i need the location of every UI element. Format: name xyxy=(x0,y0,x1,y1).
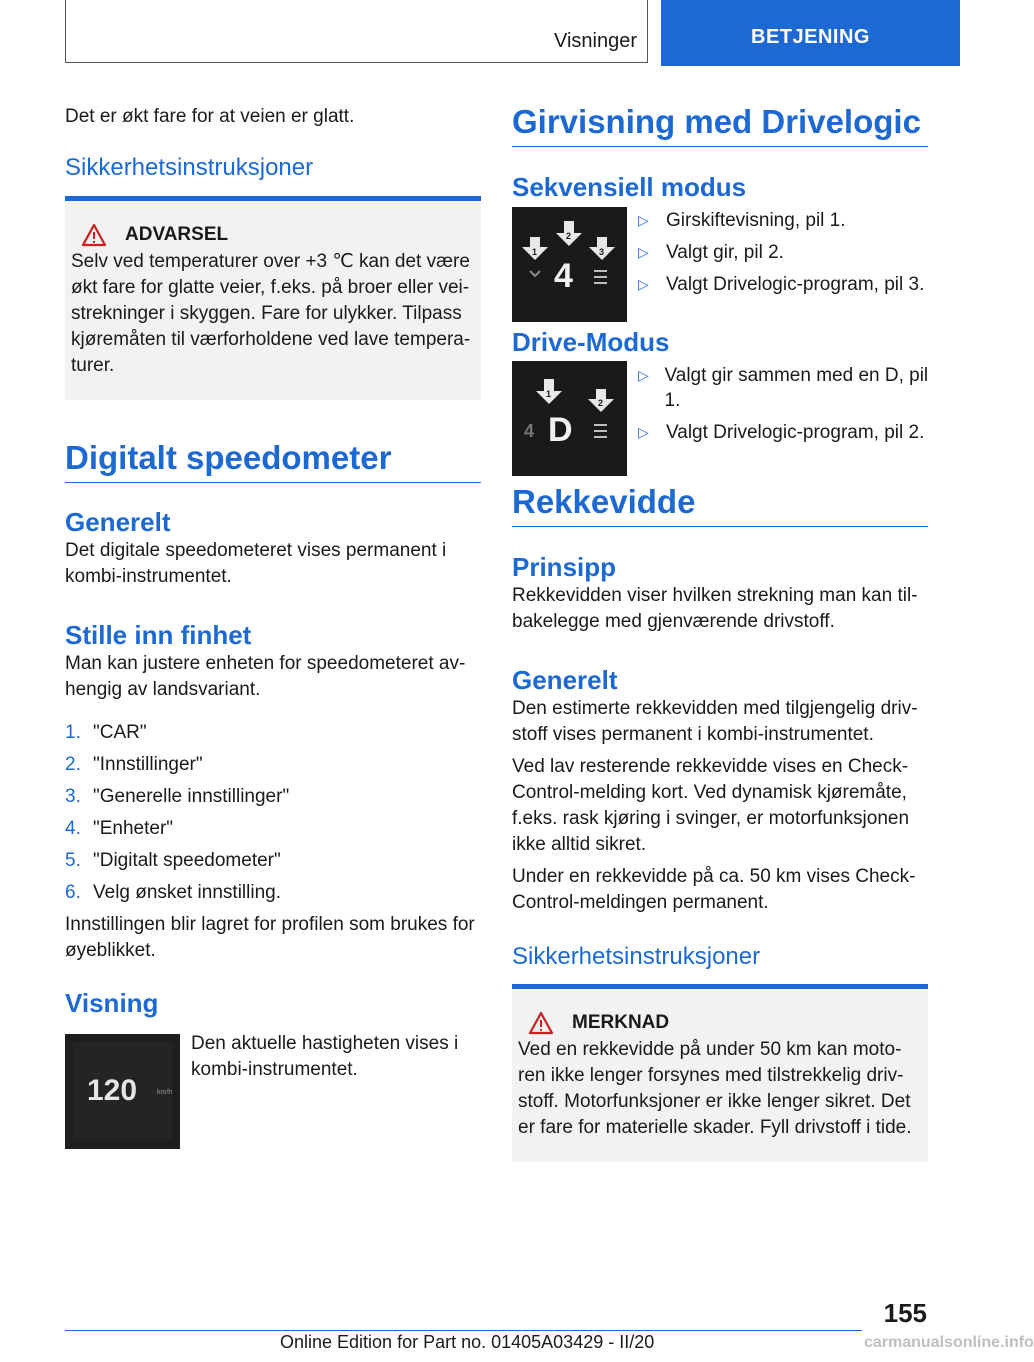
speed-unit: km/h xyxy=(157,1089,173,1096)
list-item: 5. "Digitalt speedometer" xyxy=(65,850,281,871)
gear-letter: D xyxy=(548,411,573,449)
drive-mode-heading: Drive-Modus xyxy=(512,327,670,357)
notice-text: Ved en rekkevidde på under 50 km kan motoren ikke lenger forsynes med tilstrekkelig drivstoff. Motorfunksjoner er ikke lenger sikret. Det er fare for materielle skader. Fyll drivstoff i tide. xyxy=(518,1039,912,1138)
list-item: ▷ Valgt Drivelogic-program, pil 2. xyxy=(638,422,925,443)
display-heading: Visning xyxy=(65,988,159,1018)
footer-rule xyxy=(65,1330,862,1331)
page-number: 155 xyxy=(883,1298,927,1328)
warning-text: Selv ved temperaturer over +3 ℃ kan det være økt fare for glatte veier, f.eks. på broer eller veistrekninger i skyggen. Fare for ulykker. Tilpass kjøremåten til værforholdene ved lave temperaturer. xyxy=(71,251,471,376)
list-item: 1. "CAR" xyxy=(65,722,147,743)
general-heading: Generelt xyxy=(65,507,171,537)
warning-triangle-icon xyxy=(81,223,107,247)
speed-value: 120 xyxy=(87,1074,138,1107)
general-text: Det digitale speedometeret vises permanent i kombi-instrumentet. xyxy=(65,540,447,587)
steps-list xyxy=(65,717,481,909)
list-item: ▷ Girskiftevisning, pil 1. xyxy=(638,210,846,231)
heading-rule xyxy=(512,526,928,527)
unit-heading: Stille inn finhet xyxy=(65,620,252,650)
notice-box xyxy=(512,984,928,1162)
svg-text:1: 1 xyxy=(546,389,552,399)
list-item: 4. "Enheter" xyxy=(65,818,174,839)
chapter-tab[interactable]: BETJENING xyxy=(661,0,960,66)
warning-box xyxy=(65,196,481,400)
list-item: ▷ Valgt Drivelogic-program, pil 3. xyxy=(638,274,925,295)
left-column xyxy=(65,104,481,130)
digital-speedometer-heading: Digitalt speedometer xyxy=(65,439,392,476)
display-text: Den aktuelle hastigheten vises i kombi-instrumentet. xyxy=(191,1033,459,1080)
warning-triangle-icon xyxy=(528,1011,554,1035)
range-heading: Rekkevidde xyxy=(512,483,696,520)
gear-number: 4 xyxy=(554,257,573,295)
list-item: 2. "Innstillinger" xyxy=(65,754,203,775)
svg-text:2: 2 xyxy=(566,231,572,241)
list-item: 3. "Generelle innstillinger" xyxy=(65,786,290,807)
principle-text: Rekkevidden viser hvilken strekning man kan tilbakelegge med gjenværende drivstoff. xyxy=(512,585,918,632)
drive-mode-list xyxy=(638,363,934,445)
range-general-text-3: Under en rekkevidde på ca. 50 km vises Check-Control-meldingen permanent. xyxy=(512,866,916,913)
safety-heading: Sikkerhetsinstruksjoner xyxy=(65,154,314,181)
list-item: 6. Velg ønsket innstilling. xyxy=(65,882,281,903)
edition-text: Online Edition for Part no. 01405A03429 - II/20 xyxy=(280,1332,655,1352)
svg-text:4: 4 xyxy=(524,421,535,441)
heading-rule xyxy=(512,146,928,147)
range-general-heading: Generelt xyxy=(512,665,618,695)
sequential-heading: Sekvensiell modus xyxy=(512,172,747,202)
list-item: ▷ Valgt gir sammen med en D, pil 1. xyxy=(638,365,929,411)
warning-label: ADVARSEL xyxy=(125,224,229,245)
speedometer-image xyxy=(65,1034,180,1149)
range-safety-heading: Sikkerhetsinstruksjoner xyxy=(512,943,761,970)
sequential-list xyxy=(638,208,934,297)
svg-text:2: 2 xyxy=(598,398,604,408)
unit-text: Man kan justere enheten for speedometeret avhengig av landsvariant. xyxy=(65,653,466,700)
drive-mode-image xyxy=(512,361,627,476)
notice-label: MERKNAD xyxy=(572,1012,670,1033)
svg-text:1: 1 xyxy=(532,247,538,257)
saved-text: Innstillingen blir lagret for profilen som brukes for øyeblikket. xyxy=(65,914,475,961)
section-title: Visninger xyxy=(553,30,637,52)
range-general-text-1: Den estimerte rekkevidden med tilgjengelig drivstoff vises permanent i kombi-instrumentet. xyxy=(512,698,918,745)
range-general-text-2: Ved lav resterende rekkevidde vises en Check-Control-melding kort. Ved dynamisk kjøremåte, f.eks. rask kjøring i svinger, er motorfunksjonen ikke alltid sikret. xyxy=(512,756,910,855)
svg-text:3: 3 xyxy=(599,247,605,257)
intro-text: Det er økt fare for at veien er glatt. xyxy=(65,106,355,127)
list-item: ▷ Valgt gir, pil 2. xyxy=(638,242,784,263)
watermark: carmanualsonline.info xyxy=(864,1334,1034,1351)
principle-heading: Prinsipp xyxy=(512,552,617,582)
gear-display-heading: Girvisning med Drivelogic xyxy=(512,103,921,140)
heading-rule xyxy=(65,482,481,483)
sequential-gear-image xyxy=(512,207,627,322)
